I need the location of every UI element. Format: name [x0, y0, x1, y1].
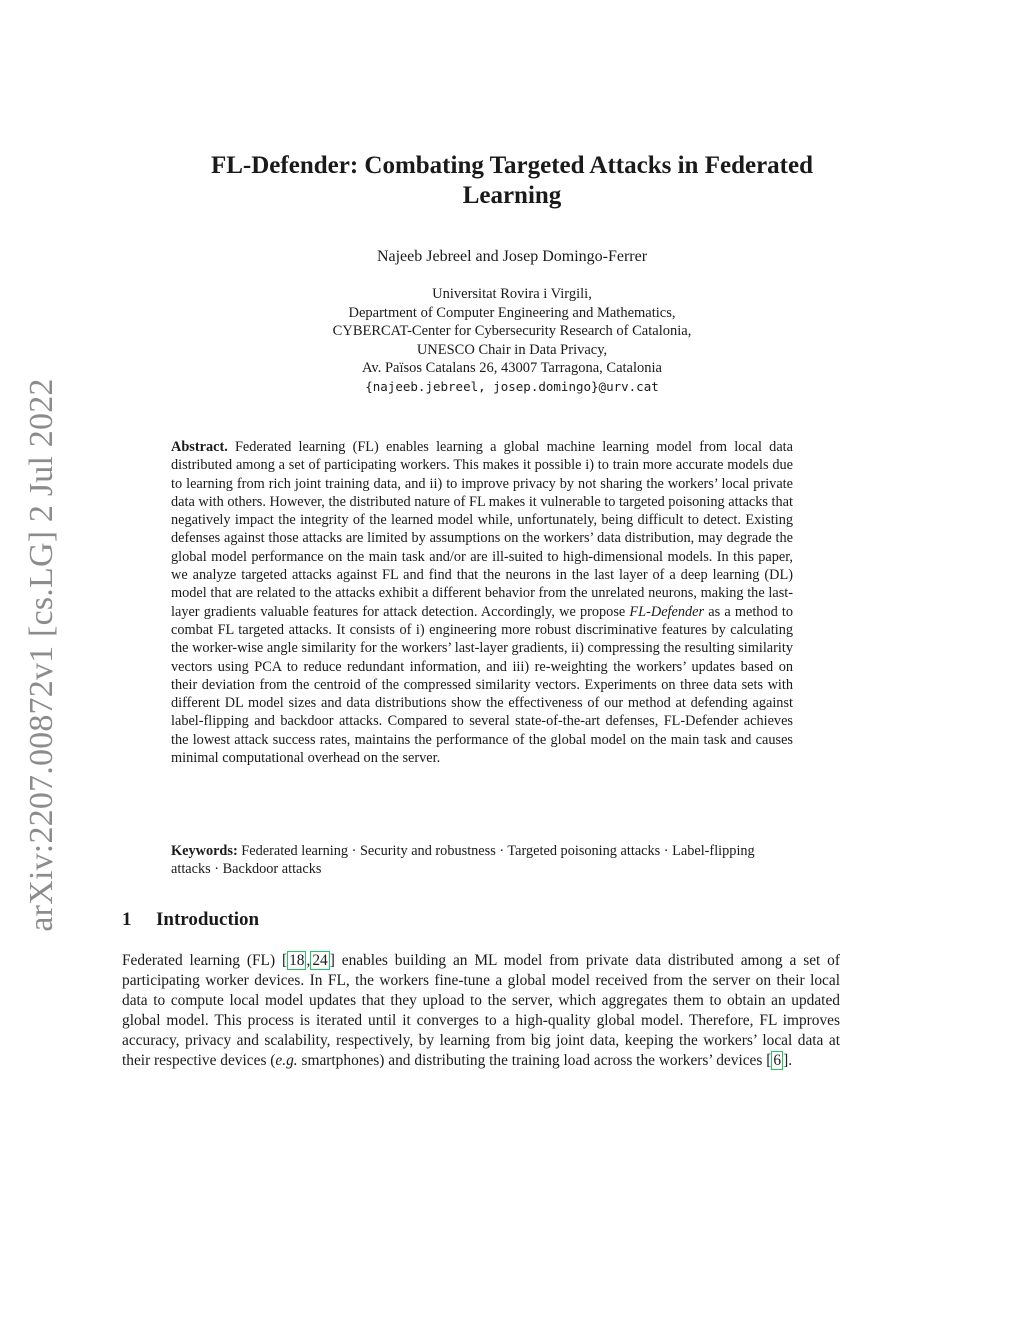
paper-title	[0, 151, 1024, 211]
citation-link[interactable]: 24	[312, 952, 328, 969]
intro-text: .	[788, 1052, 793, 1069]
abstract-text-continued: as a method to combat FL targeted attacks. It consists of i) engineering more robust discriminative features by calculating the worker-wise angle similarity for the workers’ last-layer gradients, ii) compressing the resulting similarity vectors using PCA to reduce redundant information, and iii) re-weighting the workers’ updates based on their deviation from the centroid of the compressed similarity vectors. Experiments on three data sets with different DL model sizes and data distributions show the effectiveness of our method at defending against label-flipping and backdoor attacks. Compared to several state-of-the-art defenses, FL-Defender achieves the lowest attack success rates, maintains the performance of the global model on the main task and causes minimal computational overhead on the server.	[171, 603, 794, 767]
intro-text: enables building an ML model from private data distributed among a set of participating worker devices. In FL, the workers fine-tune a global model received from the server on their local data to compute local model updates that they upload to the server, which aggregates them to obtain an updated global model. This process is iterated until it converges to a high-quality global model. Therefore, FL improves accuracy, privacy and scalability, respectively, by learning from big joint data, keeping the workers’ local data at their respective devices (	[122, 952, 841, 1069]
affiliation-line: Universitat Rovira i Virgili,	[432, 286, 592, 302]
arxiv-identifier: arXiv:2207.00872v1 [cs.LG] 2 Jul 2022	[23, 378, 60, 932]
keywords-label: Keywords:	[171, 843, 238, 859]
citation-group: [ 6 ]	[766, 1052, 789, 1069]
affiliation-line: Department of Computer Engineering and Mathematics,	[348, 304, 676, 321]
citation-link[interactable]: 6	[773, 1052, 782, 1069]
abstract-label: Abstract.	[171, 439, 228, 455]
section-number: 1	[122, 909, 132, 930]
keywords	[171, 842, 793, 879]
keywords-text: Federated learning · Security and robustness · Targeted poisoning attacks · Label-flipping attacks · Backdoor attacks	[171, 843, 755, 878]
intro-text: Federated learning (FL)	[122, 952, 282, 969]
affiliation-line: CYBERCAT-Center for Cybersecurity Research of Catalonia,	[332, 323, 692, 339]
title-line-1: FL-Defender: Combating Targeted Attacks in Federated	[210, 152, 813, 179]
section-title: Introduction	[156, 909, 260, 930]
intro-text: smartphones) and distributing the training load across the workers’ devices	[297, 1052, 767, 1069]
abstract-text: Federated learning (FL) enables learning a global machine learning model from local data distributed among a set of participating workers. This makes it possible i) to train more accurate models due to learning from rich joint training data, and ii) to improve privacy by not sharing the workers’ local private data with others. However, the distributed nature of FL makes it vulnerable to targeted poisoning attacks that negatively impact the integrity of the learned model while, unfortunately, being difficult to detect. Existing defenses against those attacks are limited by assumptions on the workers’ data distribution, may degrade the global model performance on the main task and/or are ill-suited to high-dimensional models. In this paper, we analyze targeted attacks against FL and find that the neurons in the last layer of a deep learning (DL) model that are related to the attacks exhibit a different behavior from the unrelated neurons, making the last-layer gradients valuable features for attack detection. Accordingly, we propose	[171, 439, 793, 620]
title-line-2: Learning	[462, 182, 562, 209]
citation-group: [ 18 , 24 ]	[281, 952, 335, 969]
author-list: Najeeb Jebreel and Josep Domingo-Ferrer	[376, 248, 648, 265]
intro-emphasis: e.g.	[275, 1052, 298, 1069]
section-heading	[122, 909, 259, 931]
citation-link[interactable]: 18	[289, 952, 305, 969]
method-name: FL-Defender	[629, 603, 705, 620]
affiliation-line: UNESCO Chair in Data Privacy,	[416, 341, 608, 358]
intro-paragraph	[122, 951, 840, 1071]
affiliation-line: Av. Països Catalans 26, 43007 Tarragona, Catalonia	[362, 360, 662, 376]
author-email: {najeeb.jebreel, josep.domingo}@urv.cat	[365, 378, 659, 394]
affiliation-block	[0, 285, 1024, 396]
abstract	[171, 438, 793, 767]
